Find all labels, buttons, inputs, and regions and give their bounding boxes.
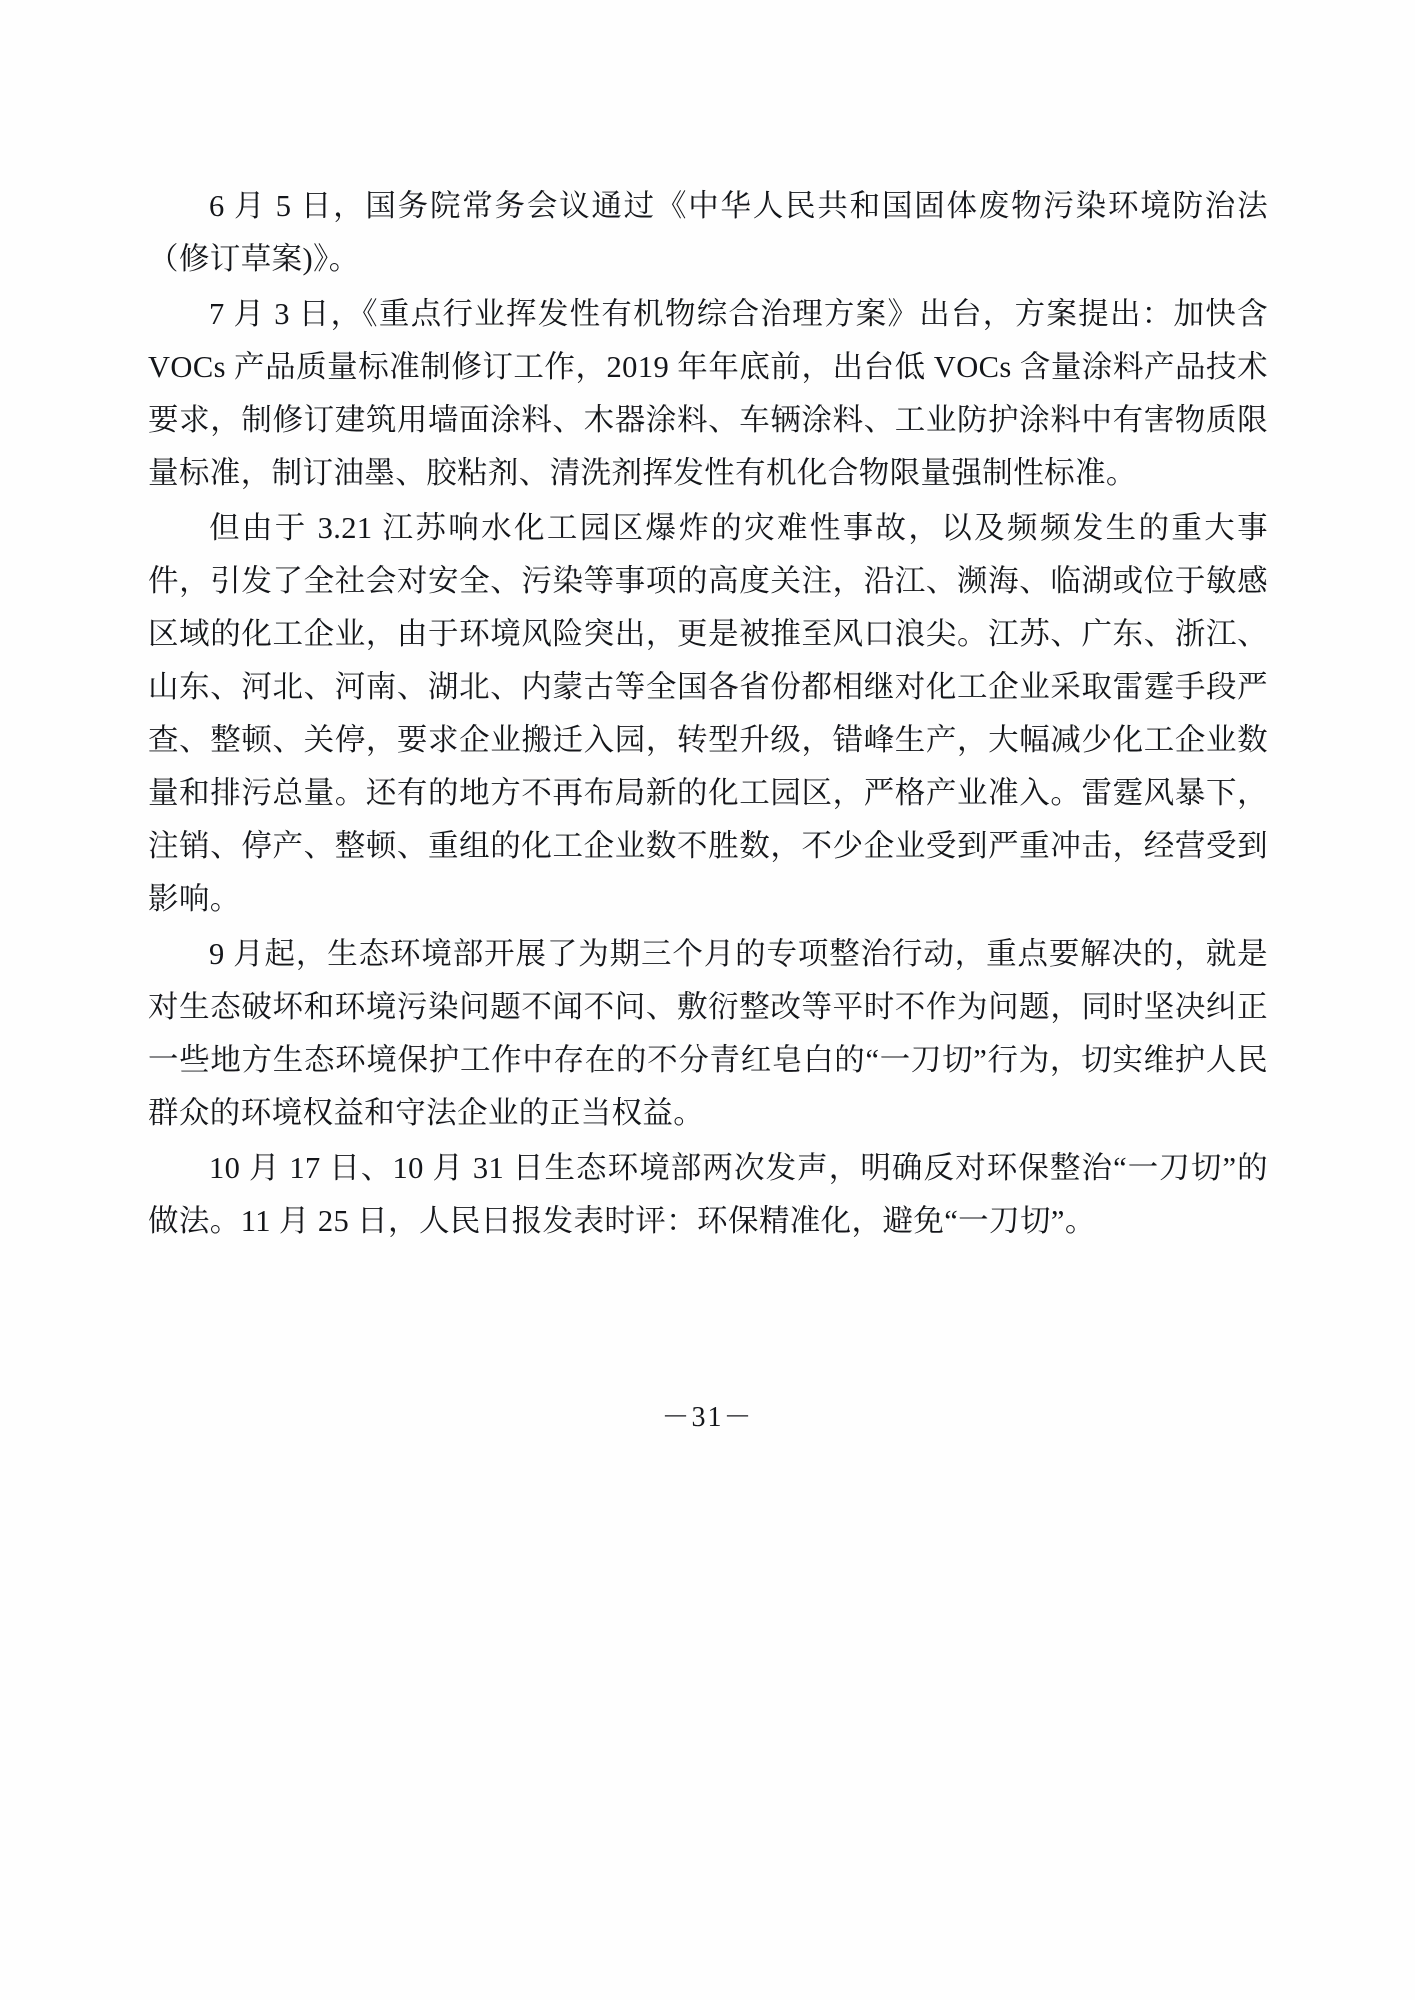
paragraph: 6 月 5 日，国务院常务会议通过《中华人民共和国固体废物污染环境防治法（修订草案)》。	[148, 189, 1268, 276]
page-number: －31－	[661, 1402, 754, 1433]
paragraph: 9 月起，生态环境部开展了为期三个月的专项整治行动，重点要解决的，就是对生态破坏和环境污染问题不闻不问、敷衍整改等平时不作为问题，同时坚决纠正一些地方生态环境保护工作中存在的不分青红皂白的“一刀切”行为，切实维护人民群众的环境权益和守法企业的正当权益。	[148, 937, 1268, 1130]
paragraph: 7 月 3 日，《重点行业挥发性有机物综合治理方案》出台，方案提出：加快含 VOCs 产品质量标准制修订工作，2019 年年底前，出台低 VOCs 含量涂料产品技术要求，制修订建筑用墙面涂料、木器涂料、车辆涂料、工业防护涂料中有害物质限量标准，制订油墨、胶粘剂、清洗剂挥发性有机化合物限量强制性标准。	[148, 297, 1268, 490]
page-body	[148, 180, 1268, 1250]
paragraph: 但由于 3.21 江苏响水化工园区爆炸的灾难性事故，以及频频发生的重大事件，引发了全社会对安全、污染等事项的高度关注，沿江、濒海、临湖或位于敏感区域的化工企业，由于环境风险突出，更是被推至风口浪尖。江苏、广东、浙江、山东、河北、河南、湖北、内蒙古等全国各省份都相继对化工企业采取雷霆手段严查、整顿、关停，要求企业搬迁入园，转型升级，错峰生产，大幅减少化工企业数量和排污总量。还有的地方不再布局新的化工园区，严格产业准入。雷霆风暴下，注销、停产、整顿、重组的化工企业数不胜数，不少企业受到严重冲击，经营受到影响。	[148, 511, 1268, 916]
paragraph: 10 月 17 日、10 月 31 日生态环境部两次发声，明确反对环保整治“一刀切”的做法。11 月 25 日，人民日报发表时评：环保精准化，避免“一刀切”。	[148, 1151, 1268, 1238]
